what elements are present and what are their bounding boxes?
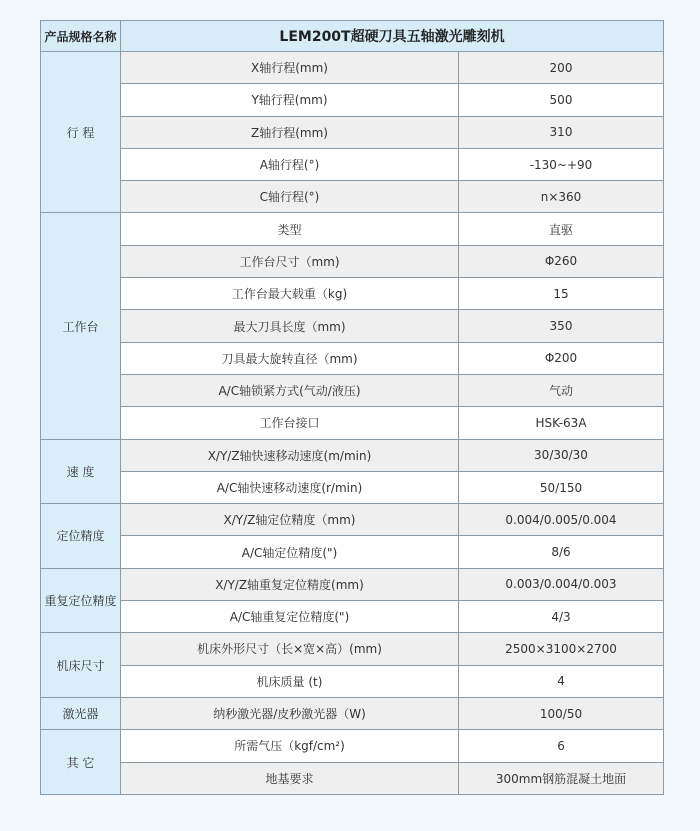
table-row [41, 762, 664, 794]
param-value-cell: 500 [459, 84, 664, 116]
param-name-cell: 最大刀具长度（mm) [121, 310, 459, 342]
group-label: 重复定位精度 [41, 568, 121, 633]
table-row [41, 504, 664, 536]
table-row [41, 374, 664, 406]
table-row [41, 633, 664, 665]
param-name-cell: A/C轴重复定位精度(") [121, 601, 459, 633]
param-name-cell: Z轴行程(mm) [121, 116, 459, 148]
group-label: 行 程 [41, 52, 121, 213]
group-label: 其 它 [41, 730, 121, 795]
param-value-cell: Φ260 [459, 245, 664, 277]
param-value-cell: 8/6 [459, 536, 664, 568]
table-row [41, 568, 664, 600]
param-name-cell: 工作台接口 [121, 407, 459, 439]
spec-table-container [40, 20, 663, 795]
param-value-cell: 直驱 [459, 213, 664, 245]
param-name-cell: 地基要求 [121, 762, 459, 794]
param-value-cell: 15 [459, 278, 664, 310]
group-label: 定位精度 [41, 504, 121, 569]
table-row [41, 310, 664, 342]
param-value-cell: Φ200 [459, 342, 664, 374]
param-name-cell: 刀具最大旋转直径（mm) [121, 342, 459, 374]
param-name-cell: X/Y/Z轴定位精度（mm) [121, 504, 459, 536]
group-label: 工作台 [41, 213, 121, 439]
param-value-cell: 6 [459, 730, 664, 762]
product-title: LEM200T超硬刀具五轴激光雕刻机 [121, 21, 664, 52]
group-label: 机床尺寸 [41, 633, 121, 698]
param-name-cell: Y轴行程(mm) [121, 84, 459, 116]
param-value-cell: HSK-63A [459, 407, 664, 439]
table-row [41, 278, 664, 310]
param-name-cell: 纳秒激光器/皮秒激光器（W) [121, 697, 459, 729]
param-value-cell: 300mm钢筋混凝土地面 [459, 762, 664, 794]
param-name-cell: 机床质量 (t) [121, 665, 459, 697]
group-label: 速 度 [41, 439, 121, 504]
table-row [41, 245, 664, 277]
table-row [41, 697, 664, 729]
table-row [41, 601, 664, 633]
table-row [41, 116, 664, 148]
param-name-cell: A/C轴快速移动速度(r/min) [121, 471, 459, 503]
param-value-cell: 200 [459, 52, 664, 84]
table-row [41, 84, 664, 116]
table-row [41, 181, 664, 213]
table-row [41, 407, 664, 439]
param-name-cell: 类型 [121, 213, 459, 245]
table-row [41, 471, 664, 503]
table-row [41, 439, 664, 471]
param-value-cell: 30/30/30 [459, 439, 664, 471]
spec-table [40, 20, 664, 795]
table-row [41, 665, 664, 697]
spec-table-body [41, 21, 664, 795]
param-name-cell: A/C轴锁紧方式(气动/液压) [121, 374, 459, 406]
param-name-cell: X轴行程(mm) [121, 52, 459, 84]
param-name-cell: 工作台尺寸（mm) [121, 245, 459, 277]
table-row [41, 148, 664, 180]
param-name-cell: X/Y/Z轴重复定位精度(mm) [121, 568, 459, 600]
table-row [41, 536, 664, 568]
param-name-cell: C轴行程(°) [121, 181, 459, 213]
param-name-cell: X/Y/Z轴快速移动速度(m/min) [121, 439, 459, 471]
table-row [41, 342, 664, 374]
table-header-row [41, 21, 664, 52]
param-name-cell: A/C轴定位精度(") [121, 536, 459, 568]
group-label: 激光器 [41, 697, 121, 729]
param-value-cell: 4 [459, 665, 664, 697]
param-value-cell: n×360 [459, 181, 664, 213]
table-row [41, 730, 664, 762]
param-value-cell: 4/3 [459, 601, 664, 633]
param-name-cell: A轴行程(°) [121, 148, 459, 180]
param-value-cell: -130~+90 [459, 148, 664, 180]
param-name-cell: 机床外形尺寸（长×宽×高）(mm) [121, 633, 459, 665]
header-label: 产品规格名称 [41, 21, 121, 52]
param-value-cell: 100/50 [459, 697, 664, 729]
param-name-cell: 工作台最大载重（kg) [121, 278, 459, 310]
param-value-cell: 气动 [459, 374, 664, 406]
table-row [41, 213, 664, 245]
param-value-cell: 50/150 [459, 471, 664, 503]
param-value-cell: 0.003/0.004/0.003 [459, 568, 664, 600]
param-value-cell: 310 [459, 116, 664, 148]
table-row [41, 52, 664, 84]
param-value-cell: 350 [459, 310, 664, 342]
param-value-cell: 2500×3100×2700 [459, 633, 664, 665]
param-name-cell: 所需气压（kgf/cm²) [121, 730, 459, 762]
param-value-cell: 0.004/0.005/0.004 [459, 504, 664, 536]
